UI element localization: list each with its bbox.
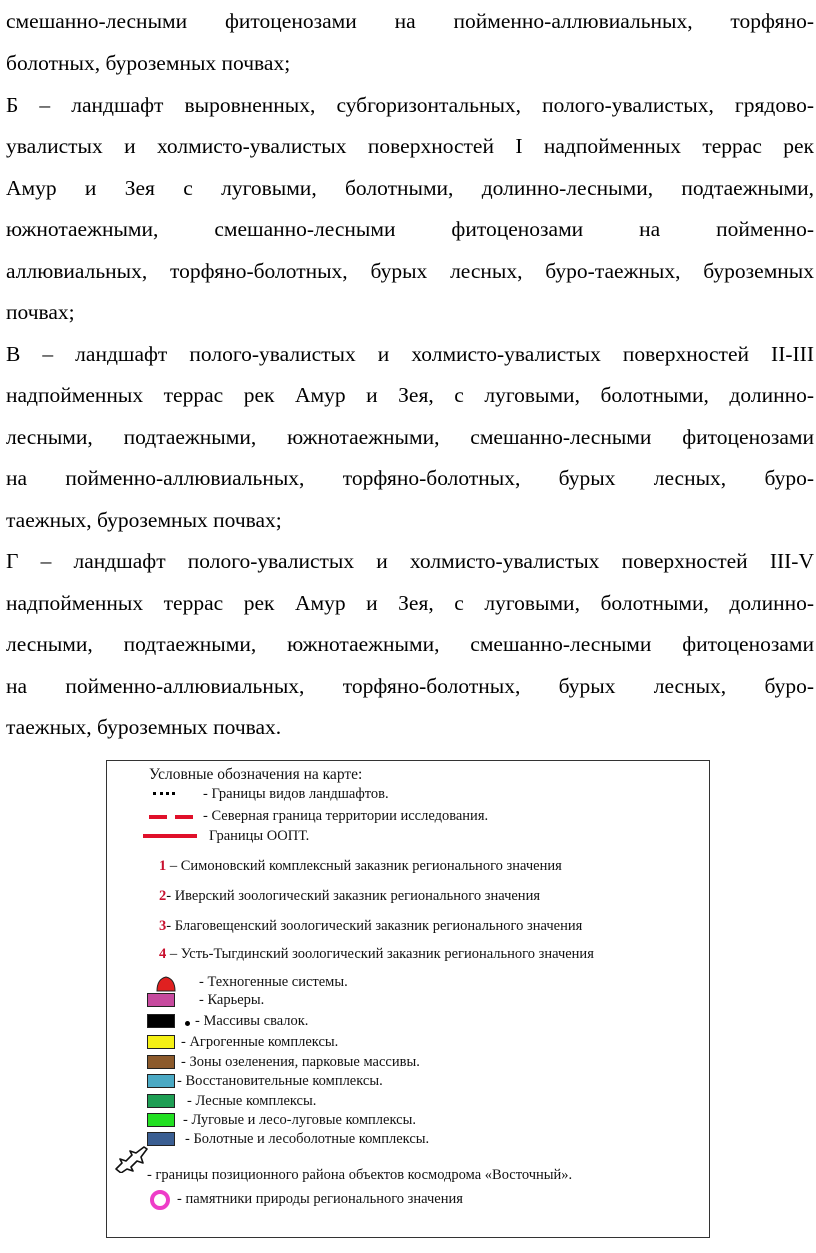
legend-reserve-1 [159, 857, 562, 875]
text-line-12: на пойменно-аллювиальных, торфяно-болотных, бурых лесных, буро- [6, 466, 814, 490]
nature-monument-ring-icon [149, 1189, 171, 1211]
text-line-13: таежных, буроземных почвах; [6, 508, 282, 532]
text-line-8: почвах; [6, 300, 75, 324]
text-line-15: надпойменных террас рек Амур и Зея, с луговыми, болотными, долинно- [6, 591, 814, 615]
text-line-14: Г – ландшафт полого-увалистых и холмисто-увалистых поверхностей III-V [6, 549, 814, 573]
dumps-swatch [147, 1014, 175, 1028]
text-line-4: увалистых и холмисто-увалистых поверхностей I надпойменных террас рек [6, 134, 814, 158]
legend-cosmodrome: - границы позиционного района объектов космодрома «Восточный». [147, 1167, 573, 1183]
legend-swamp: - Болотные и лесоболотные комплексы. [185, 1131, 430, 1147]
meadow-swatch [147, 1113, 175, 1127]
text-line-10: надпойменных террас рек Амур и Зея, с луговыми, болотными, долинно- [6, 383, 814, 407]
swamp-swatch [147, 1132, 175, 1146]
reserve-number-3: 3 [159, 918, 167, 934]
technogenic-system-icon [155, 975, 177, 993]
text-line-7: аллювиальных, торфяно-болотных, бурых лесных, буро-таежных, буроземных [6, 259, 814, 283]
text-line-5: Амур и Зея с луговыми, болотными, долинно-лесными, подтаежными, [6, 176, 814, 200]
legend-green: - Зоны озеленения, парковые массивы. [181, 1054, 420, 1070]
restore-swatch [147, 1074, 175, 1088]
dump-dot-icon [185, 1021, 190, 1026]
reserve-text-1: – Симоновский комплексный заказник регионального значения [166, 858, 562, 874]
text-line-2: болотных, буроземных почвах; [6, 51, 291, 75]
legend-reserve-4 [159, 945, 594, 963]
solid-red-line-symbol [143, 834, 197, 838]
legend-title: Условные обозначения на карте: [149, 766, 363, 783]
legend-reserve-3 [159, 917, 582, 935]
green-zones-swatch [147, 1055, 175, 1069]
legend-techno: - Техногенные системы. [199, 974, 348, 990]
text-line-11: лесными, подтаежными, южнотаежными, смешанно-лесными фитоценозами [6, 425, 814, 449]
legend-dumps: - Массивы свалок. [195, 1013, 309, 1029]
reserve-number-2: 2 [159, 888, 167, 904]
quarries-swatch [147, 993, 175, 1007]
text-line-9: В – ландшафт полого-увалистых и холмисто-увалистых поверхностей II-III [6, 342, 814, 366]
legend-agro: - Агрогенные комплексы. [181, 1034, 339, 1050]
legend-quarries: - Карьеры. [199, 992, 265, 1008]
reserve-text-2: - Иверский зоологический заказник регионального значения [166, 888, 540, 904]
text-line-18: таежных, буроземных почвах. [6, 715, 282, 739]
legend-oopt-borders: Границы ООПТ. [209, 828, 310, 844]
text-line-16: лесными, подтаежными, южнотаежными, смешанно-лесными фитоценозами [6, 632, 814, 656]
text-line-6: южнотаежными, смешанно-лесными фитоценозами на пойменно- [6, 217, 814, 241]
legend-forest: - Лесные комплексы. [187, 1093, 317, 1109]
reserve-number-4: 4 [159, 946, 167, 962]
cosmodrome-boundary-icon [113, 1143, 151, 1173]
legend-monuments: - памятники природы регионального значения [177, 1191, 463, 1207]
legend-reserve-2 [159, 887, 540, 905]
text-line-3: Б – ландшафт выровненных, субгоризонтальных, полого-увалистых, грядово- [6, 93, 814, 117]
legend-north-border: - Северная граница территории исследования. [203, 808, 489, 824]
legend-restore: - Восстановительные комплексы. [177, 1073, 383, 1089]
reserve-text-3: - Благовещенский зоологический заказник регионального значения [166, 918, 583, 934]
text-line-17: на пойменно-аллювиальных, торфяно-болотных, бурых лесных, буро- [6, 674, 814, 698]
agro-swatch [147, 1035, 175, 1049]
map-legend [106, 760, 710, 1238]
reserve-number-1: 1 [159, 858, 167, 874]
text-line-1: смешанно-лесными фитоценозами на пойменно-аллювиальных, торфяно- [6, 9, 814, 33]
dashed-red-line-symbol [149, 815, 197, 819]
legend-meadow: - Луговые и лесо-луговые комплексы. [183, 1112, 416, 1128]
reserve-text-4: – Усть-Тыгдинский зоологический заказник регионального значения [166, 946, 594, 962]
forest-swatch [147, 1094, 175, 1108]
legend-landscape-borders: - Границы видов ландшафтов. [203, 786, 389, 802]
dotted-line-symbol [153, 792, 175, 795]
